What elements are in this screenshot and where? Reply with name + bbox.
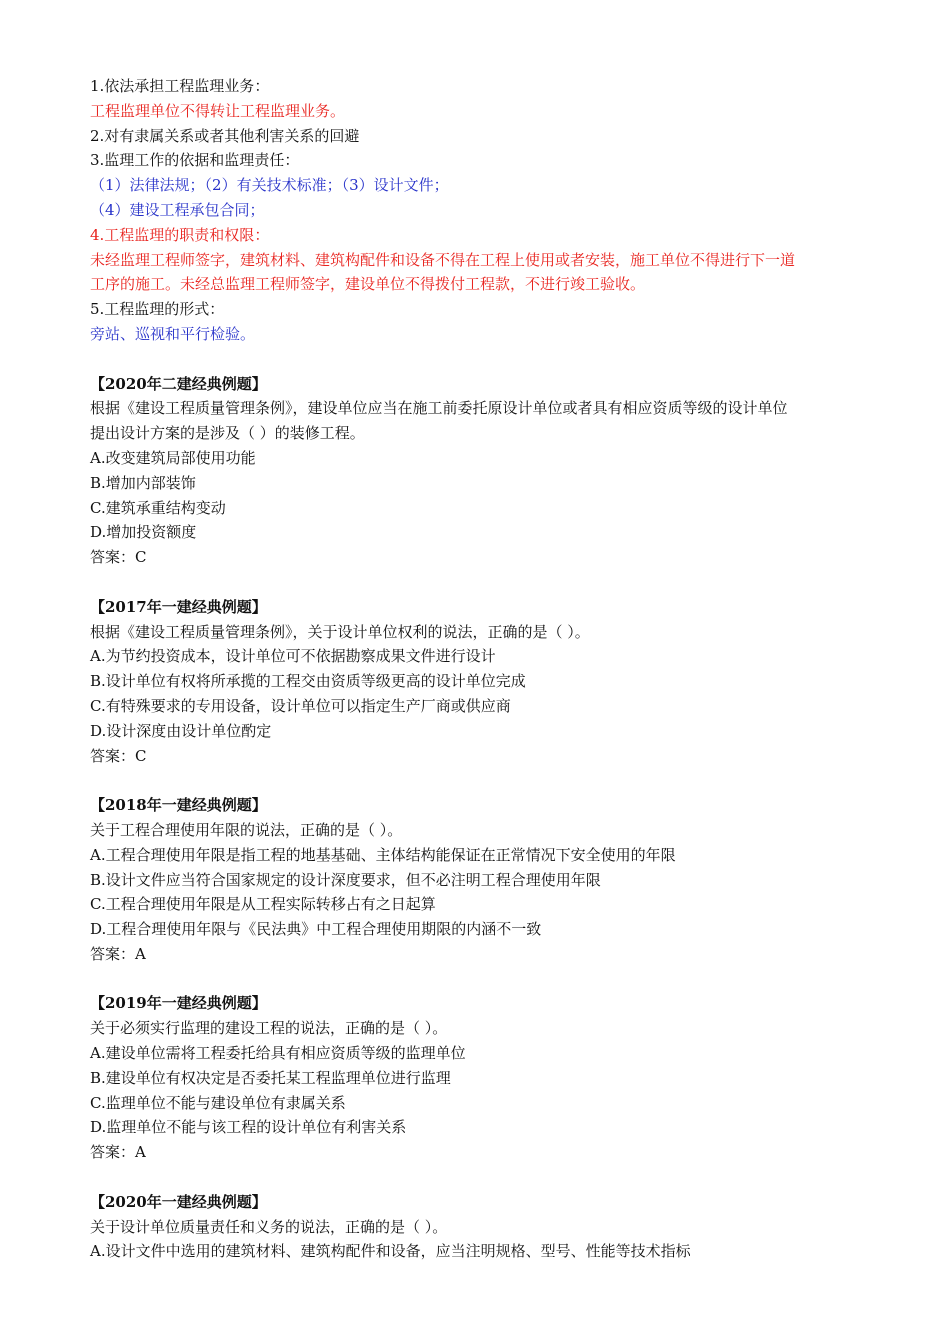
list-item-5-note: 旁站、巡视和平行检验。 (90, 324, 256, 343)
question-option: D.设计深度由设计单位酌定 (90, 721, 272, 740)
question-answer: 答案：A (90, 944, 146, 963)
question-option: A.为节约投资成本，设计单位可不依据勘察成果文件进行设计 (90, 647, 496, 666)
list-item-1: 1.依法承担工程监理业务： (90, 77, 270, 95)
list-item-3-basis-a: （1）法律法规；（2）有关技术标准；（3）设计文件； (90, 176, 449, 195)
list-item-4: 4.工程监理的职责和权限： (90, 225, 270, 244)
question-option: A.建设单位需将工程委托给具有相应资质等级的监理单位 (90, 1044, 466, 1063)
question-answer: 答案：A (90, 1143, 146, 1162)
question-option: B.增加内部装饰 (90, 473, 196, 492)
question-answer: 答案：C (90, 548, 147, 567)
question-block (90, 793, 890, 967)
list-item-2: 2.对有隶属关系或者其他利害关系的回避 (90, 126, 360, 145)
question-stem: 关于必须实行监理的建设工程的说法，正确的是（ ）。 (90, 1019, 448, 1038)
question-option: D.监理单位不能与该工程的设计单位有利害关系 (90, 1118, 407, 1137)
question-answer: 答案：C (90, 746, 147, 765)
question-option: D.增加投资额度 (90, 523, 197, 542)
list-item-1-note: 工程监理单位不得转让工程监理业务。 (90, 101, 346, 120)
question-heading: 【2018年一建经典例题】 (90, 796, 267, 815)
question-option: B.设计单位有权将所承揽的工程交由资质等级更高的设计单位完成 (90, 672, 526, 691)
question-block (90, 372, 890, 570)
question-option: C.建筑承重结构变动 (90, 498, 226, 517)
question-option: B.设计文件应当符合国家规定的设计深度要求，但不必注明工程合理使用年限 (90, 870, 601, 889)
question-heading: 【2019年一建经典例题】 (90, 994, 267, 1013)
question-option: A.工程合理使用年限是指工程的地基基础、主体结构能保证在正常情况下安全使用的年限 (90, 845, 676, 864)
question-stem: 关于设计单位质量责任和义务的说法，正确的是（ ）。 (90, 1217, 448, 1236)
document-page (90, 74, 890, 1264)
question-option: C.监理单位不能与建设单位有隶属关系 (90, 1093, 346, 1112)
question-option: C.有特殊要求的专用设备，设计单位可以指定生产厂商或供应商 (90, 696, 511, 715)
spacer (90, 347, 890, 372)
spacer (90, 967, 890, 992)
list-item-5: 5.工程监理的形式： (90, 300, 225, 319)
question-heading: 【2020年二建经典例题】 (90, 374, 267, 393)
question-heading: 【2020年一建经典例题】 (90, 1192, 267, 1211)
spacer (90, 1165, 890, 1190)
question-heading: 【2017年一建经典例题】 (90, 597, 267, 616)
spacer (90, 570, 890, 595)
question-block (90, 991, 890, 1165)
question-option: A.改变建筑局部使用功能 (90, 448, 256, 467)
question-option: D.工程合理使用年限与《民法典》中工程合理使用期限的内涵不一致 (90, 920, 542, 939)
question-stem: 根据《建设工程质量管理条例》，建设单位应当在施工前委托原设计单位或者具有相应资质等级的设计单位 (90, 399, 788, 418)
question-block (90, 595, 890, 769)
question-stem: 关于工程合理使用年限的说法，正确的是（ ）。 (90, 820, 403, 839)
question-stem: 根据《建设工程质量管理条例》，关于设计单位权利的说法，正确的是（ ）。 (90, 622, 590, 641)
question-option: C.工程合理使用年限是从工程实际转移占有之日起算 (90, 895, 436, 914)
question-option: B.建设单位有权决定是否委托某工程监理单位进行监理 (90, 1068, 451, 1087)
list-item-3: 3.监理工作的依据和监理责任： (90, 151, 300, 170)
question-option: A.设计文件中选用的建筑材料、建筑构配件和设备，应当注明规格、型号、性能等技术指标 (90, 1242, 691, 1261)
question-block (90, 1190, 890, 1264)
list-item-4-note-line2: 工序的施工。未经总监理工程师签字，建设单位不得拨付工程款，不进行竣工验收。 (90, 275, 646, 294)
question-stem: 提出设计方案的是涉及（ ）的装修工程。 (90, 424, 365, 443)
list-item-4-note-line1: 未经监理工程师签字，建筑材料、建筑构配件和设备不得在工程上使用或者安装，施工单位不得进行下一道 (90, 250, 796, 269)
spacer (90, 768, 890, 793)
list-item-3-basis-b: （4）建设工程承包合同； (90, 200, 265, 219)
